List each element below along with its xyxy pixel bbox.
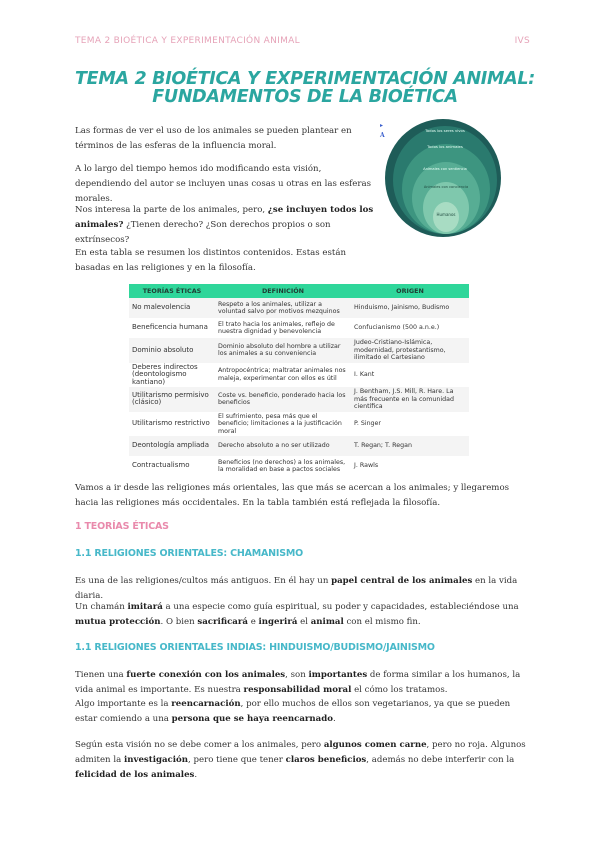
text-run: e — [247, 617, 259, 627]
text-run: . O bien — [160, 617, 198, 627]
diagram-arrow-marker: ▸ — [380, 122, 384, 129]
p3-part-b: ¿se incluyen todos los animales? — [75, 205, 374, 230]
section-heading-1-1: 1.1 RELIGIONES ORIENTALES: CHAMANISMO — [75, 548, 304, 559]
table-cell: Respeto a los animales, utilizar a voluntad salvo por motivos mezquinos — [215, 298, 351, 318]
table-row — [129, 387, 469, 412]
table-cell: Utilitarismo permisivo (clásico) — [129, 387, 215, 412]
text-run: . — [332, 714, 336, 724]
text-run-bold: papel central de los animales — [331, 576, 473, 586]
text-run-bold: algunos comen carne — [323, 740, 427, 750]
text-run: Algo importante es la — [75, 699, 172, 709]
after-table-paragraph: Vamos a ir desde las religiones más orientales, las que más se acercan a los animales; y llegaremos hacia las religiones más occidentales. En la tabla también está reflejada la filosofía. — [75, 483, 510, 508]
table-header-theories: TEORÍAS ÉTICAS — [129, 284, 215, 298]
table-cell: Beneficios (no derechos) a los animales, la moralidad en base a pactos sociales — [215, 456, 351, 476]
text-run: Es una de las religiones/cultos más antiguos. En él hay un — [75, 576, 332, 586]
text-run-bold: responsabilidad moral — [243, 685, 352, 695]
section-heading-1-2: 1.1 RELIGIONES ORIENTALES INDIAS: HINDUISMO/BUDISMO/JAINISMO — [75, 642, 435, 653]
table-cell: Derecho absoluto a no ser utilizado — [215, 436, 351, 456]
table-cell: Deontología ampliada — [129, 436, 215, 456]
intro-paragraph-4: En esta tabla se resumen los distintos contenidos. Estas están basadas en las religiones y en la filosofía. — [75, 248, 347, 273]
text-run-bold: imitará — [127, 602, 163, 612]
table-header-origin: ORIGEN — [351, 284, 469, 298]
text-run: , pero tiene que tener — [188, 755, 286, 765]
table-cell: Confucianismo (500 a.n.e.) — [351, 318, 469, 338]
header-initials: IVS — [514, 36, 530, 46]
text-run-bold: importantes — [308, 670, 368, 680]
table-cell: Contractualismo — [129, 456, 215, 476]
spheres-svg — [383, 118, 503, 238]
table-cell: J. Bentham, J.S. Mill, R. Hare. La más frecuente en la comunidad científica — [351, 387, 469, 412]
text-run: el — [297, 617, 311, 627]
table-cell: J. Rawls — [351, 456, 469, 476]
sphere-ring-5 — [433, 202, 459, 232]
sphere-label-1: Todos los seres vivos — [425, 128, 465, 133]
text-run: , son — [285, 670, 309, 680]
sphere-label-2: Todos los animales — [427, 144, 463, 149]
text-run: , además no debe interferir con la — [366, 755, 515, 765]
table-cell: Utilitarismo restrictivo — [129, 412, 215, 437]
table-cell: Beneficencia humana — [129, 318, 215, 338]
table-header-row — [129, 284, 469, 298]
title-line-2: FUNDAMENTOS DE LA BIOÉTICA — [152, 87, 458, 107]
text-run-bold: mutua protección — [75, 617, 161, 627]
table-cell: Deberes indirectos (deontologismo kantiano) — [129, 363, 215, 388]
text-run: . — [194, 770, 198, 780]
table-cell: Judeo-Cristiano-Islámica, modernidad, protestantismo, ilimitado el Cartesiano — [351, 338, 469, 363]
table-row — [129, 318, 469, 338]
table-row — [129, 298, 469, 318]
text-run-bold: fuerte conexión con los animales — [126, 670, 286, 680]
table-cell: Dominio absoluto del hombre a utilizar los animales a su conveniencia — [215, 338, 351, 363]
moral-spheres-diagram — [380, 118, 503, 238]
text-run-bold: reencarnación — [171, 699, 241, 709]
title-line-1: TEMA 2 BIOÉTICA Y EXPERIMENTACIÓN ANIMAL: — [75, 69, 535, 89]
text-run-bold: animal — [310, 617, 344, 627]
table-cell: El sufrimiento, pesa más que el beneficio; limitaciones a la justificación moral — [215, 412, 351, 437]
table-cell: Antropocéntrica; maltratar animales nos maleja, experimentar con ellos es útil — [215, 363, 351, 388]
table-cell: No malevolencia — [129, 298, 215, 318]
table-row — [129, 456, 469, 476]
table-row — [129, 436, 469, 456]
text-run: con el mismo fin. — [343, 617, 421, 627]
text-run: , por ello muchos de ellos son vegetarianos, ya que se pueden estar comiendo a una — [75, 699, 511, 724]
table-cell: El trato hacia los animales, reflejo de nuestra dignidad y benevolencia — [215, 318, 351, 338]
ethics-table — [129, 284, 469, 476]
shamanism-paragraph-2 — [75, 600, 535, 630]
intro-paragraph-1: Las formas de ver el uso de los animales se pueden plantear en términos de las esferas de la influencia moral. — [75, 126, 352, 151]
text-run-bold: claros beneficios — [285, 755, 367, 765]
header-title: TEMA 2 BIOÉTICA Y EXPERIMENTACIÓN ANIMAL — [75, 36, 300, 46]
text-run: a una especie como guía espiritual, su poder y capacidades, estableciéndose una — [162, 602, 519, 612]
table-cell: P. Singer — [351, 412, 469, 437]
table-header-definition: DEFINICIÓN — [215, 284, 351, 298]
text-run: en la vida diaria. — [75, 576, 518, 601]
text-run-bold: felicidad de los animales — [75, 770, 195, 780]
table-cell: Coste vs. beneficio, ponderado hacia los beneficios — [215, 387, 351, 412]
diagram-letter-marker: A — [380, 132, 385, 139]
text-run-bold: ingerirá — [258, 617, 298, 627]
document-title — [75, 70, 535, 106]
text-run-bold: sacrificará — [197, 617, 248, 627]
text-run: Según esta visión no se debe comer a los animales, pero — [75, 740, 324, 750]
sphere-label-3: Animales con sentiencia — [423, 167, 467, 171]
p3-part-a: Nos interesa la parte de los animales, pero, — [75, 205, 268, 215]
text-run: Tienen una — [75, 670, 127, 680]
text-run-bold: persona que se haya reencarnado — [171, 714, 333, 724]
sphere-label-4: Animales con conciencia — [423, 185, 469, 189]
indian-religions-paragraph-3 — [75, 738, 535, 783]
table-cell: Hinduismo, Jainismo, Budismo — [351, 298, 469, 318]
indian-religions-paragraph-2 — [75, 697, 535, 727]
table-cell: T. Regan; T. Regan — [351, 436, 469, 456]
text-run: Un chamán — [75, 602, 128, 612]
table-cell: Dominio absoluto — [129, 338, 215, 363]
text-run: de forma similar a los humanos, la vida animal es importante. Es nuestra — [75, 670, 521, 695]
indian-religions-paragraph-1 — [75, 668, 535, 698]
table-row — [129, 412, 469, 437]
text-run: el cómo los tratamos. — [351, 685, 448, 695]
running-header — [75, 36, 530, 46]
table-cell: I. Kant — [351, 363, 469, 388]
sphere-label-5: Humanos — [436, 212, 456, 217]
section-heading-1: 1 TEORÍAS ÉTICAS — [75, 521, 169, 532]
table-row — [129, 363, 469, 388]
intro-paragraph-3 — [75, 203, 375, 248]
text-run: , pero no roja. Algunos admiten la — [75, 740, 526, 765]
text-run-bold: investigación — [123, 755, 189, 765]
intro-paragraph-2: A lo largo del tiempo hemos ido modificando esta visión, dependiendo del autor se incluyen unas cosas u otras en las esferas morales. — [75, 164, 372, 204]
table-row — [129, 338, 469, 363]
p3-part-c: ¿Tienen derecho? ¿Son derechos propios o son extrínsecos? — [75, 220, 331, 245]
